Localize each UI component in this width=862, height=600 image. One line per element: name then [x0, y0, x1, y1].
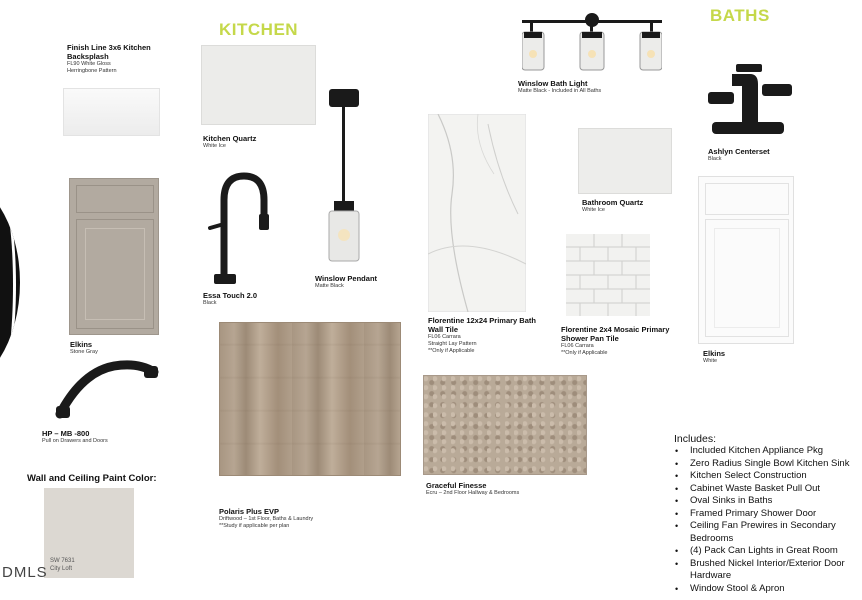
pendant-label: [315, 274, 425, 290]
baths-section-title: BATHS: [710, 6, 770, 25]
kitchen-faucet-line1: Black: [203, 300, 217, 306]
wall-tile-label: [428, 316, 538, 355]
includes-item: • Oval Sinks in Baths: [674, 495, 860, 508]
bath-cabinet-swatch: [698, 176, 794, 344]
centerset-faucet-image: [702, 62, 794, 140]
centerset-line1: Black: [708, 156, 722, 162]
wall-tile-swatch: [428, 114, 526, 312]
paint-heading: Wall and Ceiling Paint Color:: [27, 473, 157, 484]
includes-panel: [674, 433, 860, 595]
bathroom-quartz-name: Bathroom Quartz: [582, 198, 644, 207]
includes-heading: Includes:: [674, 433, 717, 445]
kitchen-quartz-swatch: [201, 45, 316, 125]
bathroom-quartz-swatch: [578, 128, 672, 194]
includes-item: • Framed Primary Shower Door: [674, 508, 860, 521]
bath-cabinet-name: Elkins: [703, 349, 726, 358]
evp-flooring-label: [219, 507, 409, 530]
decorative-circle: [0, 175, 20, 390]
kitchen-quartz-line1: White Ice: [203, 143, 226, 149]
includes-item: • Zero Radius Single Bowl Kitchen Sink: [674, 458, 860, 471]
includes-list: [674, 445, 860, 595]
paint-code: SW 7631: [50, 558, 75, 564]
mls-watermark: DMLS: [2, 564, 48, 581]
bath-light-label: [518, 79, 668, 95]
cabinet-pull-label: [42, 429, 162, 445]
bath-light-line1: Matte Black - Included in All Baths: [518, 88, 602, 94]
backsplash-name: Finish Line 3x6 Kitchen Backsplash: [67, 43, 151, 61]
backsplash-swatch: [63, 88, 160, 136]
includes-item: • Brushed Nickel Interior/Exterior Door Hardware: [674, 558, 860, 583]
cabinet-pull-name: HP – MB -800: [42, 429, 90, 438]
evp-flooring-swatch: [219, 322, 401, 476]
paint-swatch: [44, 488, 134, 578]
kitchen-faucet-image: [204, 170, 274, 288]
wall-tile-line3: **Only if Applicable: [428, 348, 475, 354]
bath-light-name: Winslow Bath Light: [518, 79, 588, 88]
wall-tile-line2: Straight Lay Pattern: [428, 341, 477, 347]
evp-flooring-name: Polaris Plus EVP: [219, 507, 280, 516]
kitchen-section-title: KITCHEN: [219, 20, 299, 39]
centerset-name: Ashlyn Centerset: [708, 147, 770, 156]
includes-item: • Window Stool & Apron: [674, 583, 860, 596]
carpet-name: Graceful Finesse: [426, 481, 487, 490]
kitchen-cabinet-name: Elkins: [70, 340, 93, 349]
evp-flooring-line2: **Study if applicable per plan: [219, 523, 290, 529]
bathroom-quartz-label: [582, 198, 682, 214]
pendant-light-image: [322, 85, 366, 265]
centerset-label: [708, 147, 818, 163]
carpet-swatch: [423, 375, 587, 475]
wall-tile-name: Florentine 12x24 Primary Bath Wall Tile: [428, 316, 536, 334]
kitchen-cabinet-swatch: [69, 178, 159, 335]
kitchen-quartz-name: Kitchen Quartz: [203, 134, 257, 143]
carpet-label: [426, 481, 596, 497]
cabinet-pull-line1: Pull on Drawers and Doors: [42, 438, 108, 444]
paint-name: City Loft: [50, 566, 73, 572]
includes-item: • Kitchen Select Construction: [674, 470, 860, 483]
backsplash-line2: Herringbone Pattern: [67, 68, 117, 74]
cabinet-pull-image: [54, 358, 160, 422]
bath-light-image: [522, 10, 662, 74]
bath-cabinet-label: [703, 349, 793, 365]
backsplash-label: [67, 43, 177, 75]
pendant-name: Winslow Pendant: [315, 274, 378, 283]
kitchen-cabinet-line1: Stone Gray: [70, 349, 98, 355]
kitchen-faucet-label: [203, 291, 303, 307]
kitchen-faucet-name: Essa Touch 2.0: [203, 291, 258, 300]
includes-item: • Cabinet Waste Basket Pull Out: [674, 483, 860, 496]
evp-flooring-line1: Driftwood – 1st Floor, Baths & Laundry: [219, 516, 314, 522]
bath-cabinet-line1: White: [703, 358, 718, 364]
kitchen-quartz-label: [203, 134, 313, 150]
includes-item: • Ceiling Fan Prewires in Secondary Bedrooms: [674, 520, 860, 545]
backsplash-line1: FL90 White Gloss: [67, 61, 111, 67]
mosaic-line1: FL06 Carrara: [561, 343, 594, 349]
carpet-line1: Ecru – 2nd Floor Hallway & Bedrooms: [426, 490, 520, 496]
bathroom-quartz-line1: White Ice: [582, 207, 605, 213]
mosaic-label: [561, 325, 671, 357]
mosaic-tile-swatch: [566, 234, 650, 316]
includes-item: • (4) Pack Can Lights in Great Room: [674, 545, 860, 558]
includes-item: • Included Kitchen Appliance Pkg: [674, 445, 860, 458]
wall-tile-line1: FL06 Carrara: [428, 334, 461, 340]
mosaic-name: Florentine 2x4 Mosaic Primary Shower Pan Tile: [561, 325, 670, 343]
mosaic-line2: **Only if Applicable: [561, 350, 608, 356]
pendant-line1: Matte Black: [315, 283, 344, 289]
kitchen-cabinet-label: [70, 340, 160, 356]
